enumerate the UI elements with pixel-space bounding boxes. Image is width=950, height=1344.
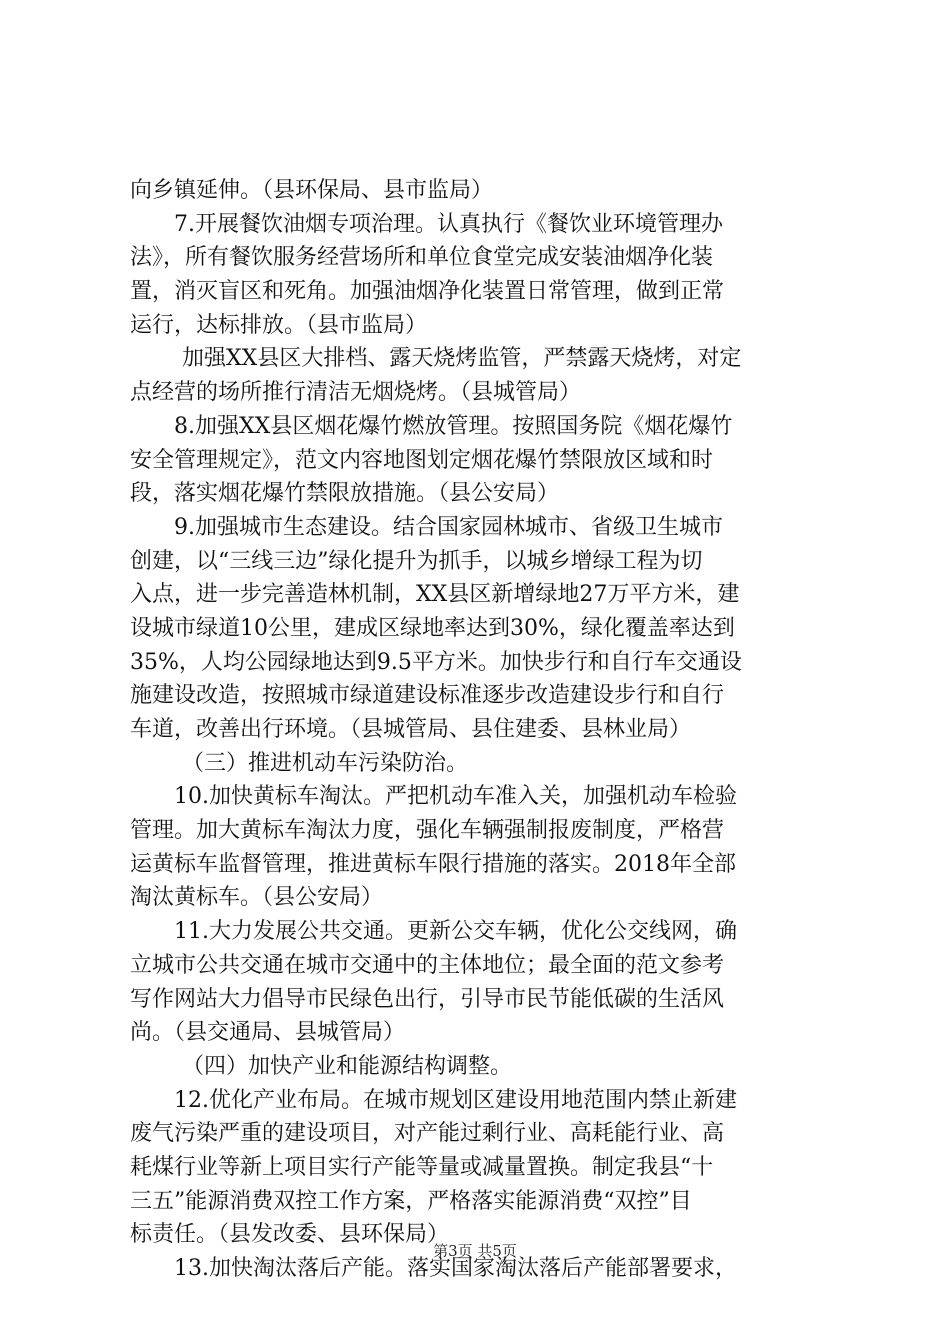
text-line: 9.加强城市生态建设。结合国家园林城市、省级卫生城市: [174, 514, 723, 540]
text-line: 35%，人均公园绿地达到9.5平方米。加快步行和自行车交通设: [130, 649, 742, 675]
text-line: 法》，所有餐饮服务经营场所和单位食堂完成安装油烟净化装: [130, 245, 714, 271]
text-line: 运行，达标排放。（县市监局）: [130, 312, 428, 338]
text-line: 尚。（县交通局、县城管局）: [130, 1020, 406, 1046]
text-line: 设城市绿道10公里，建成区绿地率达到30%，绿化覆盖率达到: [130, 615, 735, 641]
text-line: 8.加强XX县区烟花爆竹燃放管理。按照国务院《烟花爆竹: [174, 413, 733, 439]
text-line: 车道，改善出行环境。（县城管局、县住建委、县林业局）: [130, 717, 692, 742]
text-line: 12.优化产业布局。在城市规划区建设用地范围内禁止新建: [174, 1087, 737, 1113]
text-line: 7.开展餐饮油烟专项治理。认真执行《餐饮业环境管理办: [174, 211, 723, 237]
text-line: 立城市公共交通在城市交通中的主体地位；最全面的范文参考: [130, 952, 725, 978]
text-line: 13.加快淘汰落后产能。落实国家淘汰落后产能部署要求，: [174, 1256, 737, 1281]
text-line: 三五”能源消费双控工作方案，严格落实能源消费“双控”目: [130, 1188, 692, 1214]
text-line: 10.加快黄标车淘汰。严把机动车准入关，加强机动车检验: [174, 784, 737, 810]
page-footer: 第3页 共5页: [433, 1242, 517, 1260]
text-line: 写作网站大力倡导市民绿色出行，引导市民节能低碳的生活风: [130, 986, 725, 1012]
text-line: 入点，进一步完善造林机制，XX县区新增绿地27万平方米，建: [130, 582, 740, 608]
text-line: 向乡镇延伸。（县环保局、县市监局）: [130, 178, 494, 203]
text-line: 加强XX县区大排档、露天烧烤监管，严禁露天烧烤，对定: [182, 346, 742, 372]
text-line: 施建设改造，按照城市绿道建设标准逐步改造建设步行和自行: [130, 683, 725, 709]
text-line: 点经营的场所推行清洁无烟烧烤。（县城管局）: [130, 380, 582, 406]
text-line: 耗煤行业等新上项目实行产能等量或减量置换。制定我县“十: [130, 1154, 714, 1180]
text-line: 废气污染严重的建设项目，对产能过剩行业、高耗能行业、高: [130, 1121, 725, 1147]
text-line: 管理。加大黄标车淘汰力度，强化车辆强制报废制度，严格营: [130, 818, 725, 844]
text-line: 创建，以“三线三边”绿化提升为抓手，以城乡增绿工程为切: [130, 548, 703, 574]
text-line: 淘汰黄标车。（县公安局）: [130, 885, 384, 911]
document-body: [130, 174, 830, 1286]
text-line: （三）推进机动车污染防治。: [182, 750, 469, 776]
text-line: 标责任。（县发改委、县环保局）: [130, 1222, 450, 1248]
text-line: 置，消灭盲区和死角。加强油烟净化装置日常管理，做到正常: [130, 279, 725, 305]
text-line: （四）加快产业和能源结构调整。: [182, 1053, 513, 1079]
text-line: 11.大力发展公共交通。更新公交车辆，优化公交线网，确: [174, 919, 737, 945]
text-line: 段，落实烟花爆竹禁限放措施。（县公安局）: [130, 481, 560, 507]
text-line: 运黄标车监督管理，推进黄标车限行措施的落实。2018年全部: [130, 851, 736, 877]
text-line: 安全管理规定》，范文内容地图划定烟花爆竹禁限放区域和时: [130, 447, 714, 473]
